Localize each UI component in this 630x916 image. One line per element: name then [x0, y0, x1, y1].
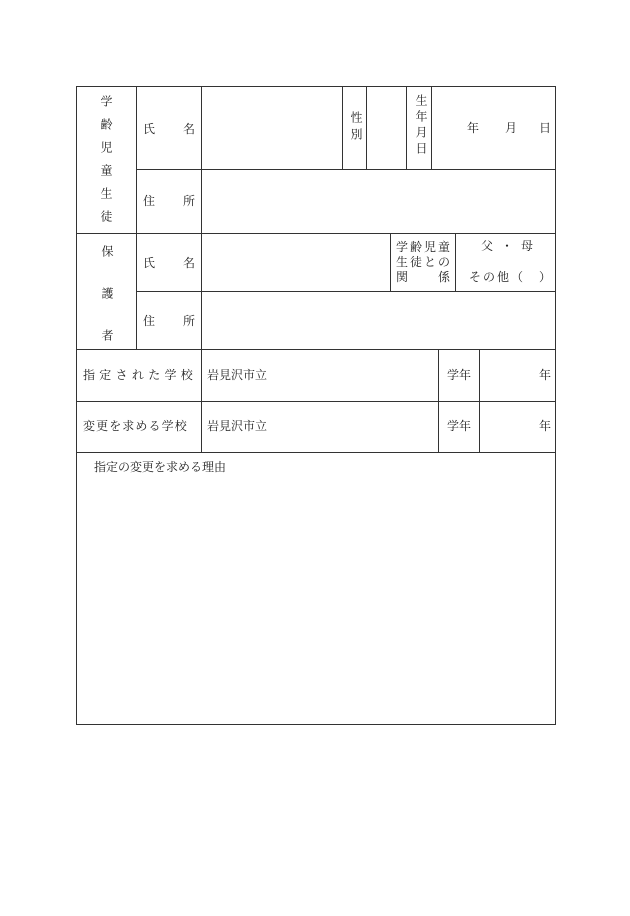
- guardian-address-field[interactable]: [207, 315, 547, 329]
- sex-label: 性別: [349, 111, 363, 145]
- student-section-label: 学齢児童生徒: [99, 95, 113, 233]
- divider: [342, 87, 343, 169]
- divider: [431, 87, 432, 169]
- student-name-field[interactable]: [207, 123, 337, 137]
- divider: [390, 233, 391, 291]
- requested-school-prefix: 岩見沢市立: [207, 419, 268, 433]
- requested-school-label: 変更を求める学校: [83, 419, 188, 433]
- relation-label-line3: 関 係: [396, 270, 450, 284]
- relation-other-option[interactable]: その他（ ）: [469, 270, 554, 284]
- relation-label-line2: 生徒との: [396, 255, 453, 269]
- birthdate-label: 生年月日: [414, 94, 428, 158]
- divider: [77, 401, 555, 402]
- divider: [77, 349, 555, 350]
- divider: [406, 87, 407, 169]
- divider: [366, 87, 367, 169]
- designated-grade-label: 学年: [447, 368, 472, 382]
- relation-label-line1: 学齢児童: [396, 240, 453, 254]
- divider: [438, 349, 439, 452]
- guardian-section-label: 保護者: [100, 245, 114, 371]
- designated-school-label: 指定された学校: [83, 368, 198, 382]
- divider: [479, 349, 480, 452]
- designated-school-prefix: 岩見沢市立: [207, 368, 268, 382]
- reason-field[interactable]: [94, 481, 534, 711]
- requested-grade-unit: 年: [539, 419, 552, 433]
- divider: [77, 233, 555, 234]
- divider: [136, 291, 556, 292]
- divider: [77, 452, 555, 453]
- relation-dot: ・: [501, 239, 514, 253]
- guardian-name-label: 氏 名: [143, 256, 195, 270]
- divider: [136, 87, 137, 349]
- birth-day-unit: 日: [539, 121, 552, 135]
- school-change-form: [76, 86, 556, 725]
- guardian-address-label: 住 所: [143, 314, 195, 328]
- divider: [136, 169, 556, 170]
- relation-mother-option[interactable]: 母: [521, 239, 534, 253]
- requested-grade-label: 学年: [447, 419, 472, 433]
- guardian-name-field[interactable]: [207, 257, 385, 271]
- student-name-label: 氏 名: [143, 122, 195, 136]
- reason-label: 指定の変更を求める理由: [94, 460, 227, 474]
- relation-father-option[interactable]: 父: [481, 239, 494, 253]
- birth-year-unit: 年: [467, 121, 480, 135]
- student-address-label: 住 所: [143, 194, 195, 208]
- divider: [201, 87, 202, 349]
- designated-grade-unit: 年: [539, 368, 552, 382]
- divider: [455, 233, 456, 291]
- birth-month-unit: 月: [505, 121, 518, 135]
- student-address-field[interactable]: [207, 195, 547, 209]
- divider: [201, 349, 202, 452]
- sex-field[interactable]: [369, 123, 403, 137]
